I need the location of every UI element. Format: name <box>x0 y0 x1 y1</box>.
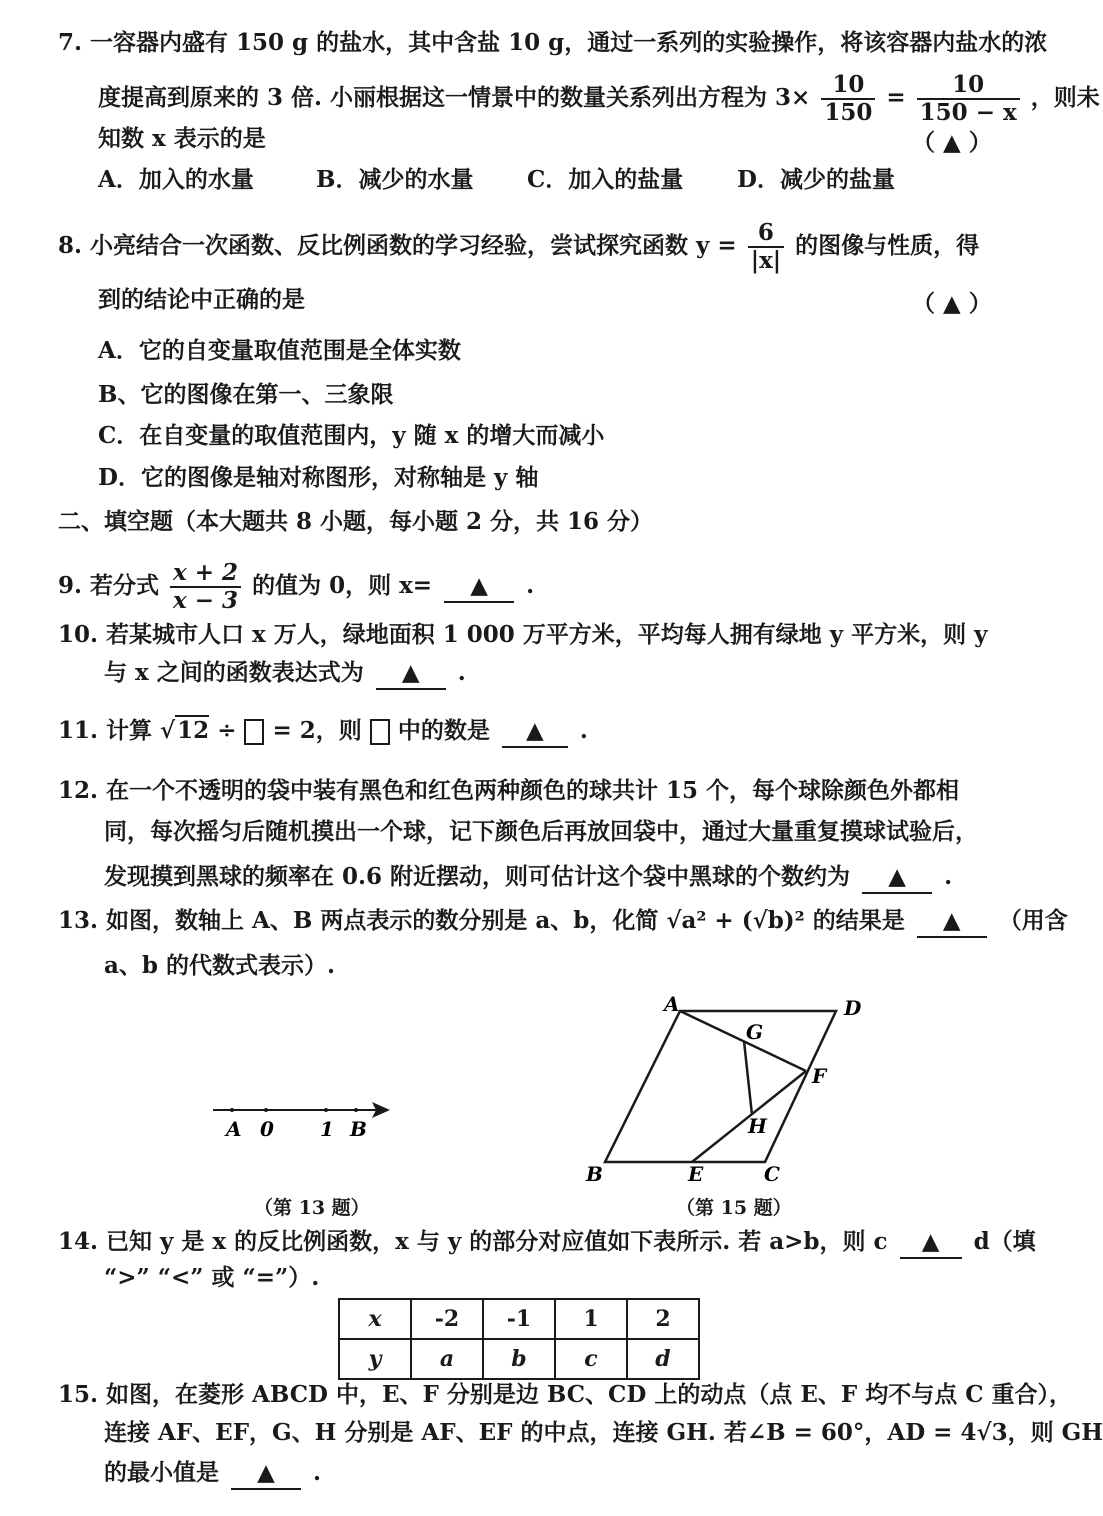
table-row <box>339 1339 699 1379</box>
q8-option-a: A．它的自变量取值范围是全体实数 <box>98 337 461 364</box>
label-a: A <box>226 1117 242 1141</box>
q8-option-c: C．在自变量的取值范围内，y 随 x 的增大而减小 <box>98 422 605 449</box>
section-2-heading: 二、填空题（本大题共 8 小题，每小题 2 分，共 16 分） <box>58 508 654 535</box>
q14-text-1b: d（填 <box>973 1228 1036 1255</box>
vertex-b-label: B <box>586 1162 603 1186</box>
q8-text-2: 到的结论中正确的是 <box>98 286 305 313</box>
table-cell: y <box>339 1339 411 1379</box>
q13-line1 <box>58 906 1068 938</box>
table-cell: 1 <box>555 1299 627 1339</box>
q14-answer-blank[interactable]: ▲ <box>900 1227 962 1259</box>
q7-number: 7. <box>58 29 83 56</box>
q10-text-c: . <box>457 659 466 686</box>
q8-option-b: B、它的图像在第一、三象限 <box>98 381 394 408</box>
point-zero-mark <box>264 1108 268 1112</box>
q8-option-d: D．它的图像是轴对称图形，对称轴是 y 轴 <box>98 464 539 491</box>
q7-frac2-denominator: 150 − x <box>917 98 1020 126</box>
q9-text-b: 的值为 0，则 x= <box>252 572 433 599</box>
q7-frac1-denominator: 150 <box>821 98 875 126</box>
q7-text-2b: ，则未 <box>1030 84 1100 111</box>
point-f-label: F <box>812 1064 827 1088</box>
point-g-label: G <box>746 1020 764 1044</box>
q14-line1 <box>58 1227 1036 1259</box>
figure-15-rhombus <box>570 985 870 1190</box>
q11-line <box>58 716 588 748</box>
q8-frac-denominator: |x| <box>748 246 784 274</box>
point-b-mark <box>354 1108 358 1112</box>
segment-af <box>680 1011 806 1071</box>
table-cell: b <box>483 1339 555 1379</box>
q8-answer-paren: （ ▲ ） <box>912 290 992 317</box>
q9-text-a: 若分式 <box>90 572 160 599</box>
q10-line1 <box>58 620 988 650</box>
q11-text-e: . <box>579 717 588 744</box>
q12-number: 12. <box>58 777 99 804</box>
q9-text-c: . <box>526 572 535 599</box>
q11-box-1 <box>244 719 264 745</box>
q7-text-2a: 度提高到原来的 3 倍. 小丽根据这一情景中的数量关系列出方程为 3× <box>98 84 811 111</box>
q10-text-1: 若某城市人口 x 万人，绿地面积 1 000 万平方米，平均每人拥有绿地 y 平方米，则 y <box>106 621 988 648</box>
q9-frac-denominator: x − 3 <box>170 586 241 614</box>
table-cell: -1 <box>483 1299 555 1339</box>
q7-option-c: C．加入的盐量 <box>527 166 684 193</box>
q14-value-table <box>338 1298 700 1380</box>
q15-text-3a: 的最小值是 <box>104 1459 219 1486</box>
q12-line1 <box>58 776 959 806</box>
q12-text-1: 在一个不透明的袋中装有黑色和红色两种颜色的球共计 15 个，每个球除颜色外都相 <box>106 777 960 804</box>
figure-13-caption: （第 13 题） <box>254 1197 370 1219</box>
q14-text-1a: 已知 y 是 x 的反比例函数，x 与 y 的部分对应值如下表所示. 若 a>b，则 c <box>106 1228 888 1255</box>
table-row <box>339 1299 699 1339</box>
q10-answer-blank[interactable]: ▲ <box>376 658 446 690</box>
q9-number: 9. <box>58 572 83 599</box>
q10-number: 10. <box>58 621 99 648</box>
label-zero: 0 <box>260 1117 274 1141</box>
q12-text-c: . <box>944 863 953 890</box>
q7-frac2-numerator: 10 <box>952 71 985 98</box>
table-cell: -2 <box>411 1299 483 1339</box>
vertex-c-label: C <box>764 1162 780 1186</box>
q7-answer-paren: （ ▲ ） <box>912 129 992 156</box>
q14-number: 14. <box>58 1228 99 1255</box>
segment-gh <box>744 1041 752 1115</box>
vertex-d-label: D <box>844 996 862 1020</box>
q7-equals: = <box>886 84 906 111</box>
q12-text-3a: 发现摸到黑球的频率在 0.6 附近摆动，则可估计这个袋中黑球的个数约为 <box>104 863 851 890</box>
q8-line1 <box>58 220 979 274</box>
q7-fraction-2 <box>917 72 1020 126</box>
q7-option-b: B．减少的水量 <box>316 166 474 193</box>
label-b: B <box>350 1117 367 1141</box>
q15-text-1: 如图，在菱形 ABCD 中，E、F 分别是边 BC、CD 上的动点（点 E、F 均不与点 C 重合）， <box>106 1381 1073 1408</box>
figure-15-caption: （第 15 题） <box>676 1197 792 1219</box>
q14-text-2: “>” “<” 或 “=”）. <box>104 1264 320 1291</box>
point-a-mark <box>230 1108 234 1112</box>
q13-text-1a: 如图，数轴上 A、B 两点表示的数分别是 a、b，化简 √a² + (√b)² 的结果是 <box>106 907 905 934</box>
q8-text-1b: 的图像与性质，得 <box>795 232 980 259</box>
q13-answer-blank[interactable]: ▲ <box>917 906 987 938</box>
q8-frac-numerator: 6 <box>757 219 774 246</box>
q7-fraction-1 <box>821 72 875 126</box>
point-e-label: E <box>688 1162 704 1186</box>
q11-answer-blank[interactable]: ▲ <box>502 716 568 748</box>
table-cell: c <box>555 1339 627 1379</box>
q7-option-a: A．加入的水量 <box>98 166 254 193</box>
q7-line2 <box>98 72 1100 126</box>
q12-text-2: 同，每次摇匀后随机摸出一个球，记下颜色后再放回袋中，通过大量重复摸球试验后， <box>104 818 978 845</box>
vertex-a-label: A <box>664 992 680 1016</box>
q8-number: 8. <box>58 232 83 259</box>
q9-line <box>58 560 534 614</box>
q11-radicand: 12 <box>177 717 210 744</box>
q13-text-1b: （用含 <box>998 907 1068 934</box>
q13-text-2: a、b 的代数式表示）. <box>104 952 335 979</box>
q8-fraction <box>748 220 784 274</box>
q15-text-2: 连接 AF、EF，G、H 分别是 AF、EF 的中点，连接 GH. 若∠B = 60°，AD = 4√3，则 GH <box>104 1419 1103 1446</box>
q7-text-3: 知数 x 表示的是 <box>98 125 266 152</box>
q10-line2 <box>104 658 466 690</box>
label-one: 1 <box>320 1117 334 1141</box>
q11-text-d: 中的数是 <box>397 717 490 744</box>
table-cell: d <box>627 1339 699 1379</box>
table-cell: x <box>339 1299 411 1339</box>
q15-answer-blank[interactable]: ▲ <box>231 1458 301 1490</box>
q9-answer-blank[interactable]: ▲ <box>444 571 514 603</box>
q7-option-d: D．减少的盐量 <box>737 166 895 193</box>
point-one-mark <box>324 1108 328 1112</box>
figure-13-number-line <box>200 1090 400 1150</box>
q15-text-c: . <box>313 1459 322 1486</box>
q11-text-c: = 2，则 <box>272 717 362 744</box>
table-cell: 2 <box>627 1299 699 1339</box>
q7-frac1-numerator: 10 <box>832 71 865 98</box>
q15-line1 <box>58 1380 1072 1410</box>
q7-line1 <box>58 28 1047 58</box>
q13-number: 13. <box>58 907 99 934</box>
q15-line3 <box>104 1458 321 1490</box>
q12-answer-blank[interactable]: ▲ <box>862 862 932 894</box>
q11-text-a: 计算 √ <box>106 717 176 744</box>
q11-number: 11. <box>58 717 99 744</box>
q10-text-2a: 与 x 之间的函数表达式为 <box>104 659 364 686</box>
table-cell: a <box>411 1339 483 1379</box>
q7-text-1: 一容器内盛有 150 g 的盐水，其中含盐 10 g，通过一系列的实验操作，将该容器内盐水的浓 <box>90 29 1048 56</box>
point-h-label: H <box>748 1114 767 1138</box>
q15-number: 15. <box>58 1381 99 1408</box>
q9-frac-numerator: x + 2 <box>173 559 239 586</box>
q8-text-1a: 小亮结合一次函数、反比例函数的学习经验，尝试探究函数 y = <box>90 232 737 259</box>
q12-line3 <box>104 862 952 894</box>
q11-text-b: ÷ <box>217 717 245 744</box>
q11-box-2 <box>370 719 390 745</box>
q9-fraction <box>170 560 241 614</box>
